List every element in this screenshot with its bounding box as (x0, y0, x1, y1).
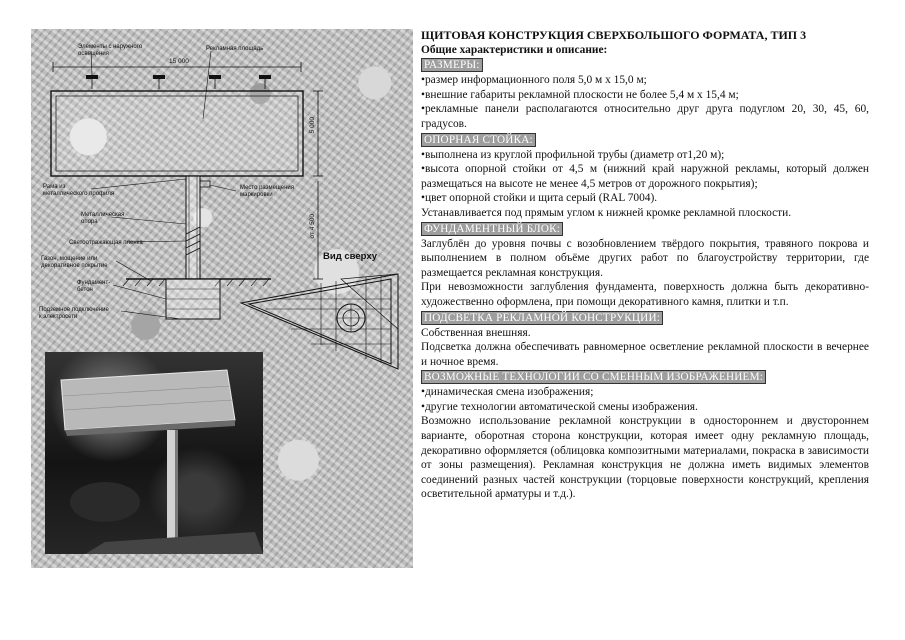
label-foundation: Фундамент- бетон (77, 280, 111, 293)
label-ad-area: Рекламная площадь (206, 46, 264, 52)
dimension-height: 5 000 (309, 117, 316, 134)
section-heading-lighting: ПОДСВЕТКА РЕКЛАМНОЙ КОНСТРУКЦИИ: (421, 311, 663, 325)
label-frame: Рама из металлического профиля (43, 184, 115, 197)
lighting-line: Подсветка должна обеспечивать равномерное осветление рекламной плоскости в вечернее и ночное время. (421, 341, 869, 368)
tech-line: •динамическая смена изображения; (421, 386, 594, 399)
label-power: Подземное подключение к электросети (39, 307, 109, 320)
section-heading-tech: ВОЗМОЖНЫЕ ТЕХНОЛОГИИ СО СМЕННЫМ ИЗОБРАЖЕНИЕМ: (421, 370, 766, 384)
diagram-panel (31, 29, 413, 568)
section-heading-foundation: ФУНДАМЕНТНЫЙ БЛОК: (421, 222, 563, 236)
support-line: Устанавливается под прямым углом к нижней кромке рекламной плоскости. (421, 206, 792, 219)
tech-paragraph: Возможно использование рекламной конструкции в одностороннем и двустороннем варианте, оборотная сторона конструкции, которая имеет одну рекламную площадь, декоративно оформляется (облицовка композитными материалами, покраска в зависимости от зоны размещения). Рекламная конструкция не должна иметь видимых элементов соединений разных частей конструкции (торцовые поверхности конструкций, крепления осветительной арматуры и т.д.). (421, 415, 869, 501)
dimension-width: 15 000 (169, 58, 189, 65)
label-lighting-elements: Элементы с наружного освещения (78, 44, 143, 57)
sizes-line: •внешние габариты рекламной плоскости не более 5,4 м х 15,4 м; (421, 88, 739, 101)
section-heading-sizes: РАЗМЕРЫ: (421, 58, 483, 72)
description-column (421, 28, 869, 502)
label-marking-place: Место размещения маркировки (240, 185, 295, 198)
page-subtitle: Общие характеристики и описание: (421, 43, 608, 56)
foundation-paragraph: При невозможности заглубления фундамента, поверхность должна быть декоративно-художественно оформлена, при помощи декоративного камня, плитки и т.п. (421, 281, 869, 308)
foundation-paragraph: Заглублён до уровня почвы с возобновлением твёрдого покрытия, травяного покрова и выполнением в полном объёме других работ по благоустройству территории, где размещается рекламная конструкция. (421, 237, 869, 279)
page-title: ЩИТОВАЯ КОНСТРУКЦИЯ СВЕРХБОЛЬШОГО ФОРМАТА, ТИП 3 (421, 28, 807, 42)
section-heading-support: ОПОРНАЯ СТОЙКА: (421, 133, 536, 147)
label-reflective-film: Светоотражающая пленка (69, 240, 143, 246)
support-line: •цвет опорной стойки и щита серый (RAL 7004). (421, 192, 658, 205)
support-line: •выполнена из круглой профильной трубы (диаметр от1,20 м); (421, 148, 725, 161)
dimension-pole-height: от 4 500 (309, 214, 316, 239)
lighting-line: Собственная внешняя. (421, 326, 531, 339)
label-support: Металлическая опора (81, 212, 125, 225)
sizes-line: •размер информационного поля 5,0 м х 15,0 м; (421, 74, 647, 87)
sizes-line: •рекламные панели располагаются относительно друг друга подуглом 20, 30, 45, 60, градусов. (421, 103, 869, 130)
tech-line: •другие технологии автоматической смены изображения. (421, 400, 698, 413)
label-lawn: Газон, мощение или декоративное покрытие (41, 256, 108, 269)
billboard-photo (45, 352, 263, 554)
label-top-view: Вид сверху (323, 251, 378, 262)
support-line: •высота опорной стойки от 4,5 м (нижний край наружной рекламы, который должен размещаться на высоте не менее 4,5 метров от дорожного покрытия); (421, 163, 869, 190)
